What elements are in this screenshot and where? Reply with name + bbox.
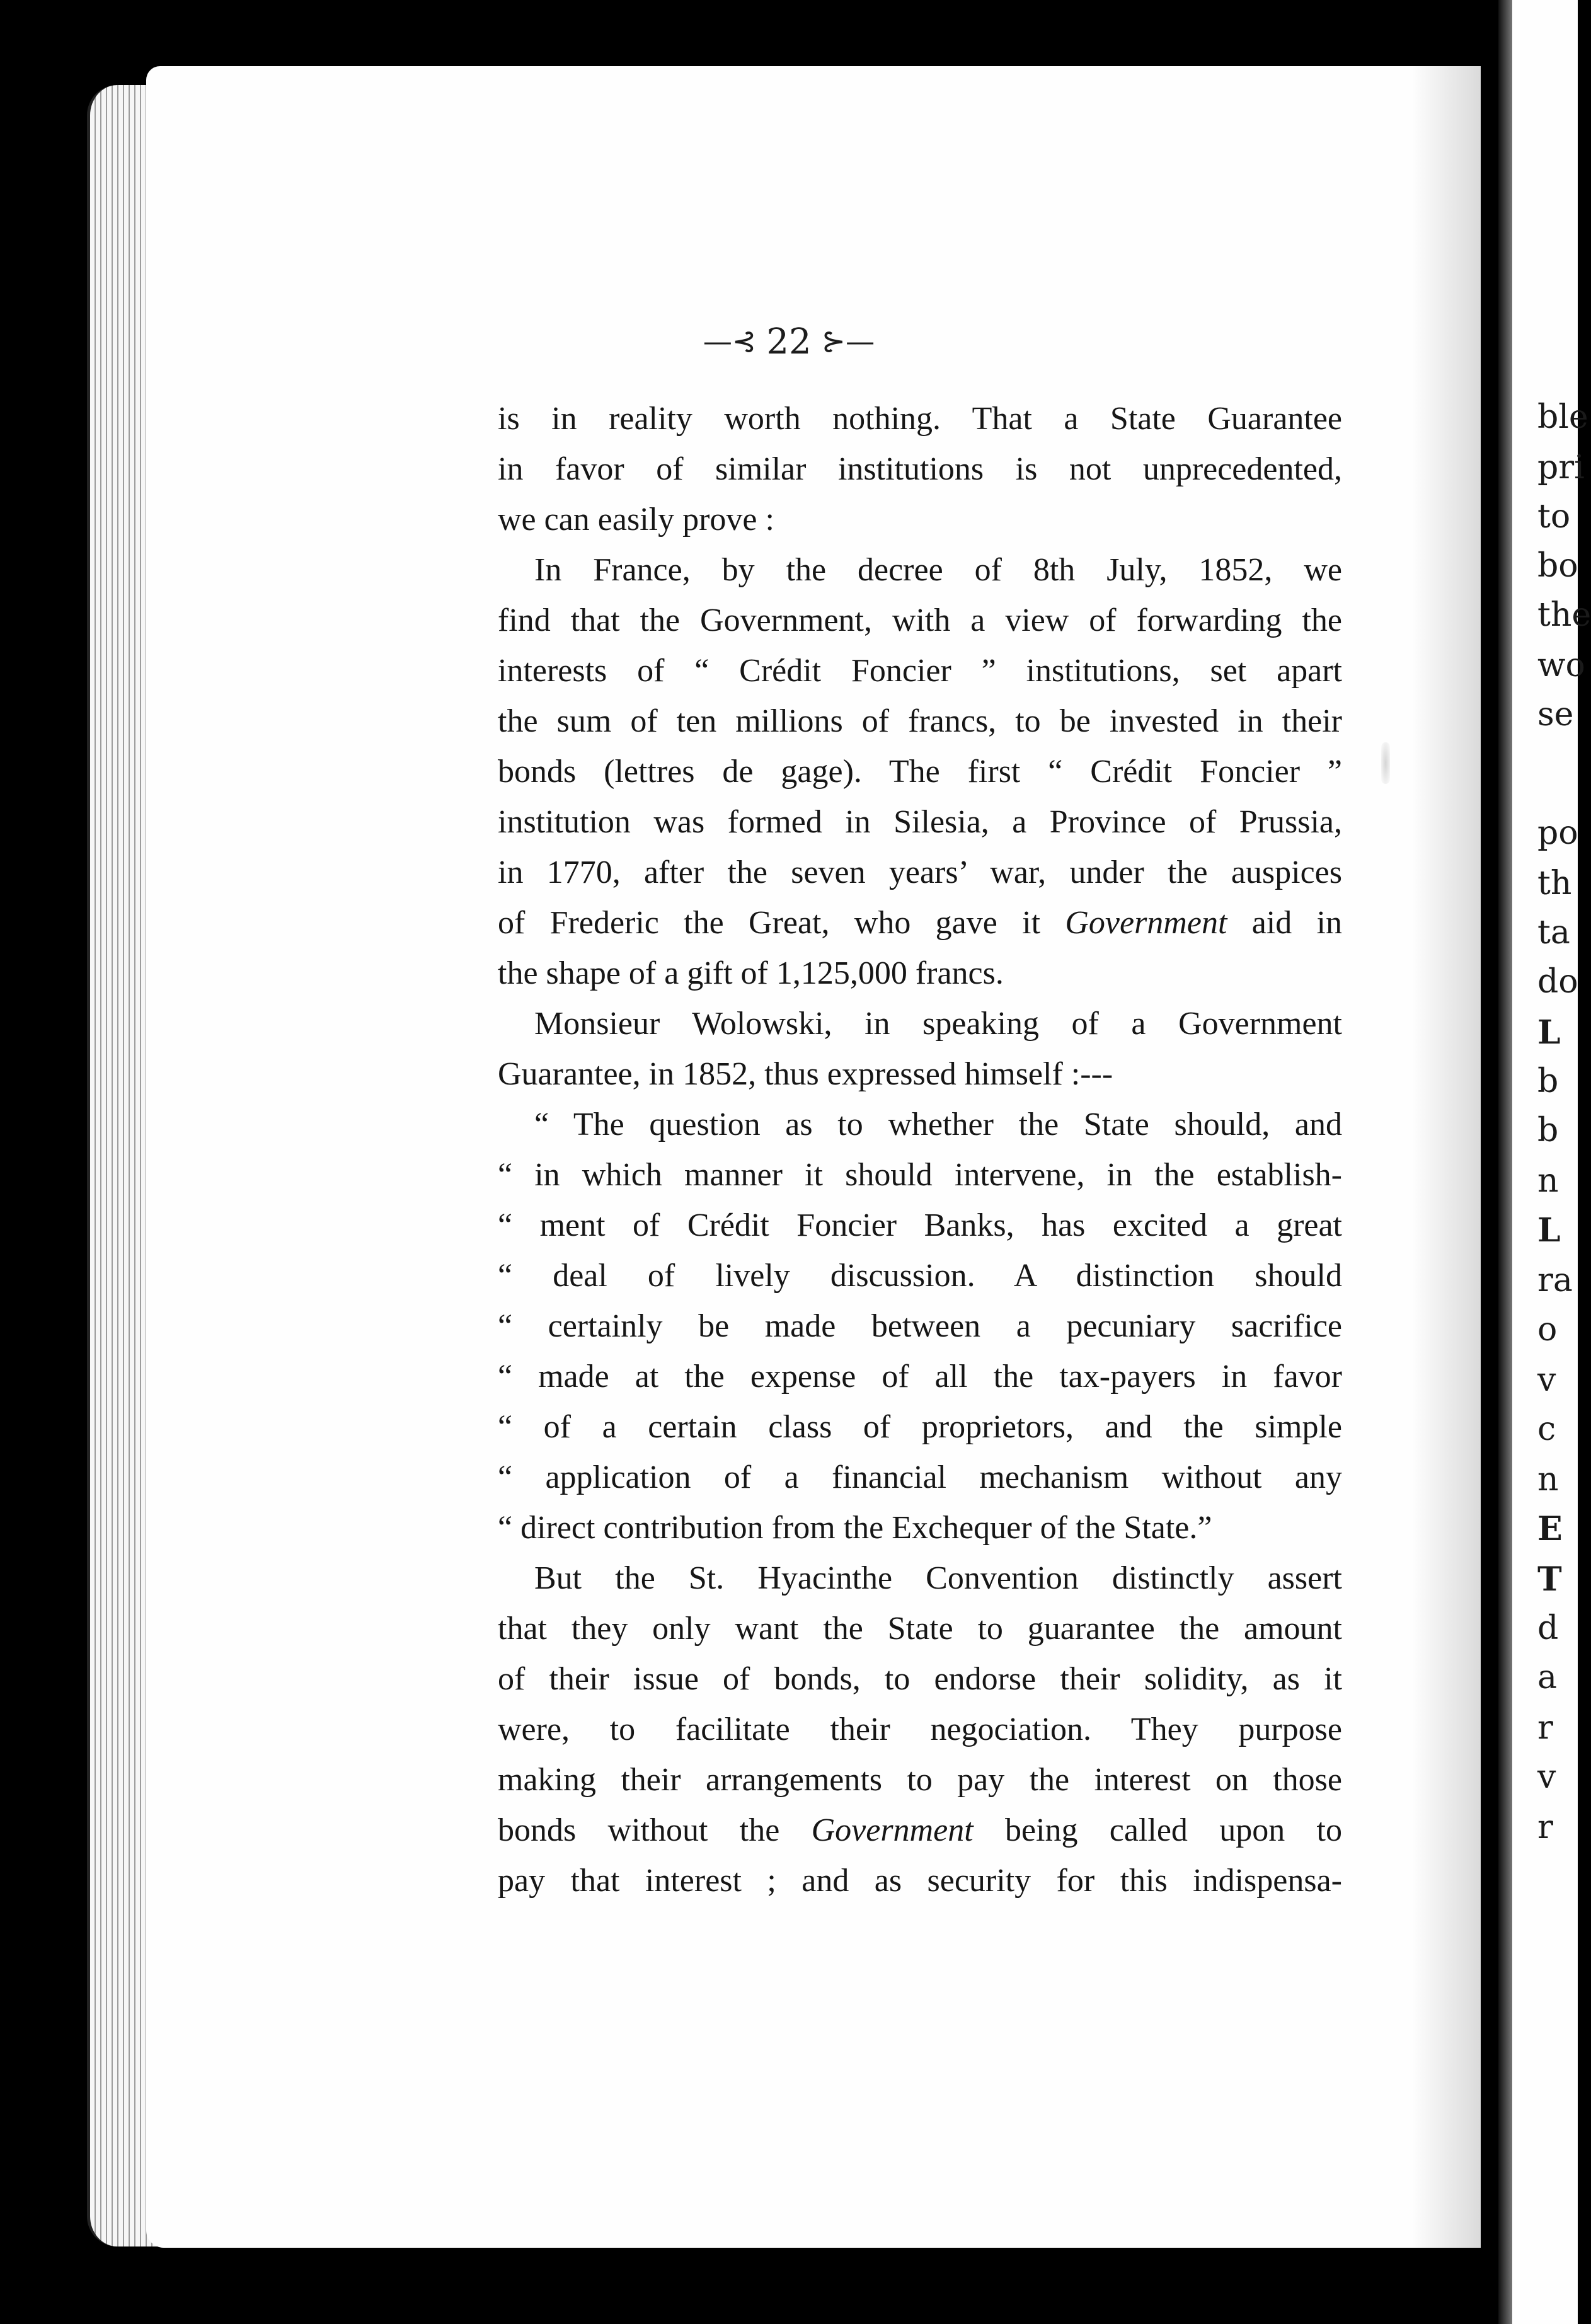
next-page-fragment: L (1537, 1013, 1561, 1052)
next-page-fragment: o (1537, 1311, 1558, 1349)
text-line: In France, by the decree of 8th July, 1852, we (534, 552, 1342, 588)
text-line: we can easily prove : (498, 502, 774, 538)
text-line: “ certainly be made between a pecuniary sacrifice (498, 1308, 1342, 1344)
next-page-fragment: d (1537, 1609, 1559, 1647)
text-line: “ of a certain class of proprietors, and the simple (498, 1409, 1342, 1445)
text-line: bonds (lettres de gage). The first “ Crédit Foncier ” (498, 754, 1342, 790)
next-page-fragment: wo (1537, 647, 1585, 684)
next-page-fragment: b (1537, 1112, 1559, 1149)
next-page-fragment: v (1537, 1361, 1556, 1399)
italic-emphasis: Government (1065, 905, 1227, 941)
text-line: were, to facilitate their negociation. They purpose (498, 1711, 1342, 1747)
next-page-fragment: po (1537, 814, 1578, 852)
next-page-fragment: pri (1537, 449, 1585, 486)
text-line: making their arrangements to pay the interest on those (498, 1762, 1342, 1798)
page-header (0, 321, 1578, 362)
next-page-fragment: bo (1537, 547, 1578, 585)
next-page-fragment: se (1537, 696, 1574, 733)
next-page-fragment: ta (1537, 914, 1570, 952)
next-page-fragment: E (1537, 1510, 1563, 1548)
binding-gutter (1498, 0, 1512, 2324)
text-line: is in reality worth nothing. That a State Guarantee (498, 401, 1342, 437)
text-line: “ in which manner it should intervene, in the establish- (498, 1157, 1342, 1193)
next-page-fragment: th (1537, 865, 1572, 902)
text-line: “ direct contribution from the Exchequer of the State.” (498, 1510, 1212, 1546)
next-page-fragment: do (1537, 963, 1578, 1001)
next-page-fragment: to (1537, 498, 1571, 536)
text-line: in 1770, after the seven years’ war, under the auspices (498, 854, 1342, 890)
text-line: bonds without the Government being called upon to (498, 1812, 1342, 1848)
text-line: institution was formed in Silesia, a Province of Prussia, (498, 804, 1342, 840)
text-line: pay that interest ; and as security for this indispensa- (498, 1863, 1342, 1899)
text-line: that they only want the State to guarantee the amount (498, 1611, 1342, 1647)
next-page-fragment: a (1537, 1659, 1558, 1696)
next-page-fragment: r (1537, 1709, 1553, 1747)
text-line: the sum of ten millions of francs, to be invested in their (498, 703, 1342, 739)
text-line: the shape of a gift of 1,125,000 francs. (498, 955, 1004, 991)
text-line: Guarantee, in 1852, thus expressed himself :--- (498, 1056, 1113, 1092)
page-number: 22 (766, 321, 812, 362)
next-page-fragment: T (1537, 1560, 1562, 1599)
text-line: “ made at the expense of all the tax-payers in favor (498, 1359, 1342, 1395)
text-line: find that the Government, with a view of forwarding the (498, 602, 1342, 638)
next-page-fragment: v (1537, 1758, 1556, 1796)
italic-emphasis: Government (811, 1812, 974, 1848)
text-line: Monsieur Wolowski, in speaking of a Government (534, 1006, 1342, 1042)
next-page-fragment: n (1537, 1461, 1559, 1499)
next-page-fragment: the (1537, 596, 1591, 634)
next-page-edge (1498, 0, 1591, 2324)
next-page-fragment: r (1537, 1809, 1553, 1846)
next-page-fragment: c (1537, 1410, 1556, 1448)
ornament-right-icon: ⊱— (821, 324, 875, 358)
next-page-fragment: L (1537, 1211, 1561, 1250)
next-page-fragment: n (1537, 1162, 1559, 1200)
body-text (498, 394, 1342, 1906)
text-line: of their issue of bonds, to endorse their solidity, as it (498, 1661, 1342, 1697)
text-line: of Frederic the Great, who gave it Government aid in (498, 905, 1342, 941)
ink-smudge (1381, 742, 1390, 784)
text-line: “ The question as to whether the State should, and (534, 1107, 1342, 1142)
next-page-fragment: ra (1537, 1262, 1573, 1299)
text-line: “ deal of lively discussion. A distinction should (498, 1258, 1342, 1294)
next-page-fragment: ble (1537, 398, 1588, 436)
text-line: But the St. Hyacinthe Convention distinctly assert (534, 1560, 1342, 1596)
text-line: interests of “ Crédit Foncier ” institutions, set apart (498, 653, 1342, 689)
gutter-shadow (1411, 66, 1481, 2248)
text-line: “ application of a financial mechanism without any (498, 1459, 1342, 1495)
text-line: “ ment of Crédit Foncier Banks, has excited a great (498, 1207, 1342, 1243)
ornament-left-icon: —⊰ (703, 324, 757, 358)
next-page-fragment: b (1537, 1062, 1559, 1100)
text-line: in favor of similar institutions is not unprecedented, (498, 451, 1342, 487)
